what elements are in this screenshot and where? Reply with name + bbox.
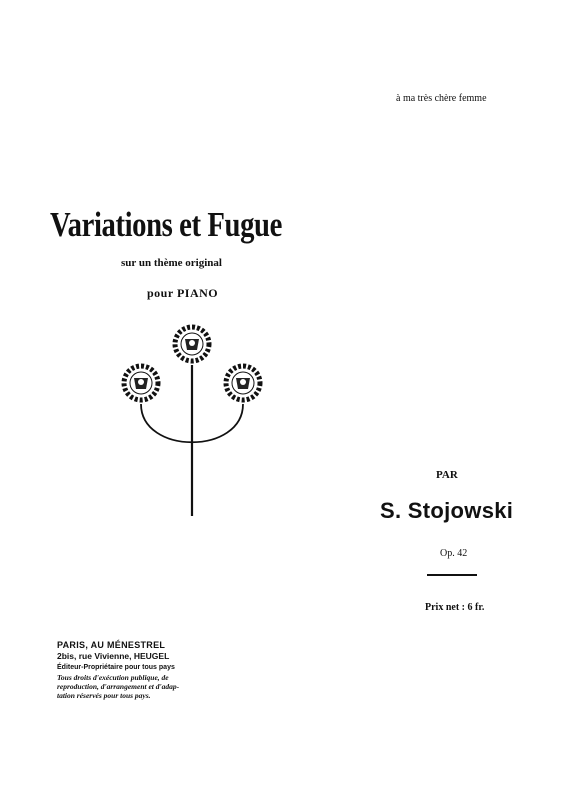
dedication: à ma très chère femme — [396, 93, 487, 104]
wreath-right-icon — [226, 366, 260, 400]
subtitle: sur un thème original — [121, 257, 222, 269]
price-label: Prix net : 6 fr. — [425, 602, 485, 613]
page-title: Variations et Fugue — [50, 205, 282, 244]
composer-name: S. Stojowski — [380, 498, 514, 523]
publisher-line-1: PARIS, AU MÉNESTREL — [57, 640, 166, 650]
publisher-line-6: tation réservés pour tous pays. — [57, 691, 151, 700]
by-label: PAR — [436, 469, 458, 481]
publisher-line-4: Tous droits d'exécution publique, de — [57, 673, 169, 682]
wreath-top-icon — [175, 327, 209, 361]
divider-rule — [427, 574, 477, 576]
publisher-line-2: 2bis, rue Vivienne, HEUGEL — [57, 651, 170, 661]
opus-number: Op. 42 — [440, 548, 468, 559]
publisher-imprint — [57, 640, 180, 700]
publisher-line-3: Éditeur-Propriétaire pour tous pays — [57, 664, 175, 671]
instrument-label: pour PIANO — [147, 286, 219, 300]
publisher-line-5: reproduction, d'arrangement et d'adap- — [57, 682, 180, 691]
wreath-left-icon — [124, 366, 158, 400]
laurel-wreath-emblem-icon — [112, 320, 272, 516]
